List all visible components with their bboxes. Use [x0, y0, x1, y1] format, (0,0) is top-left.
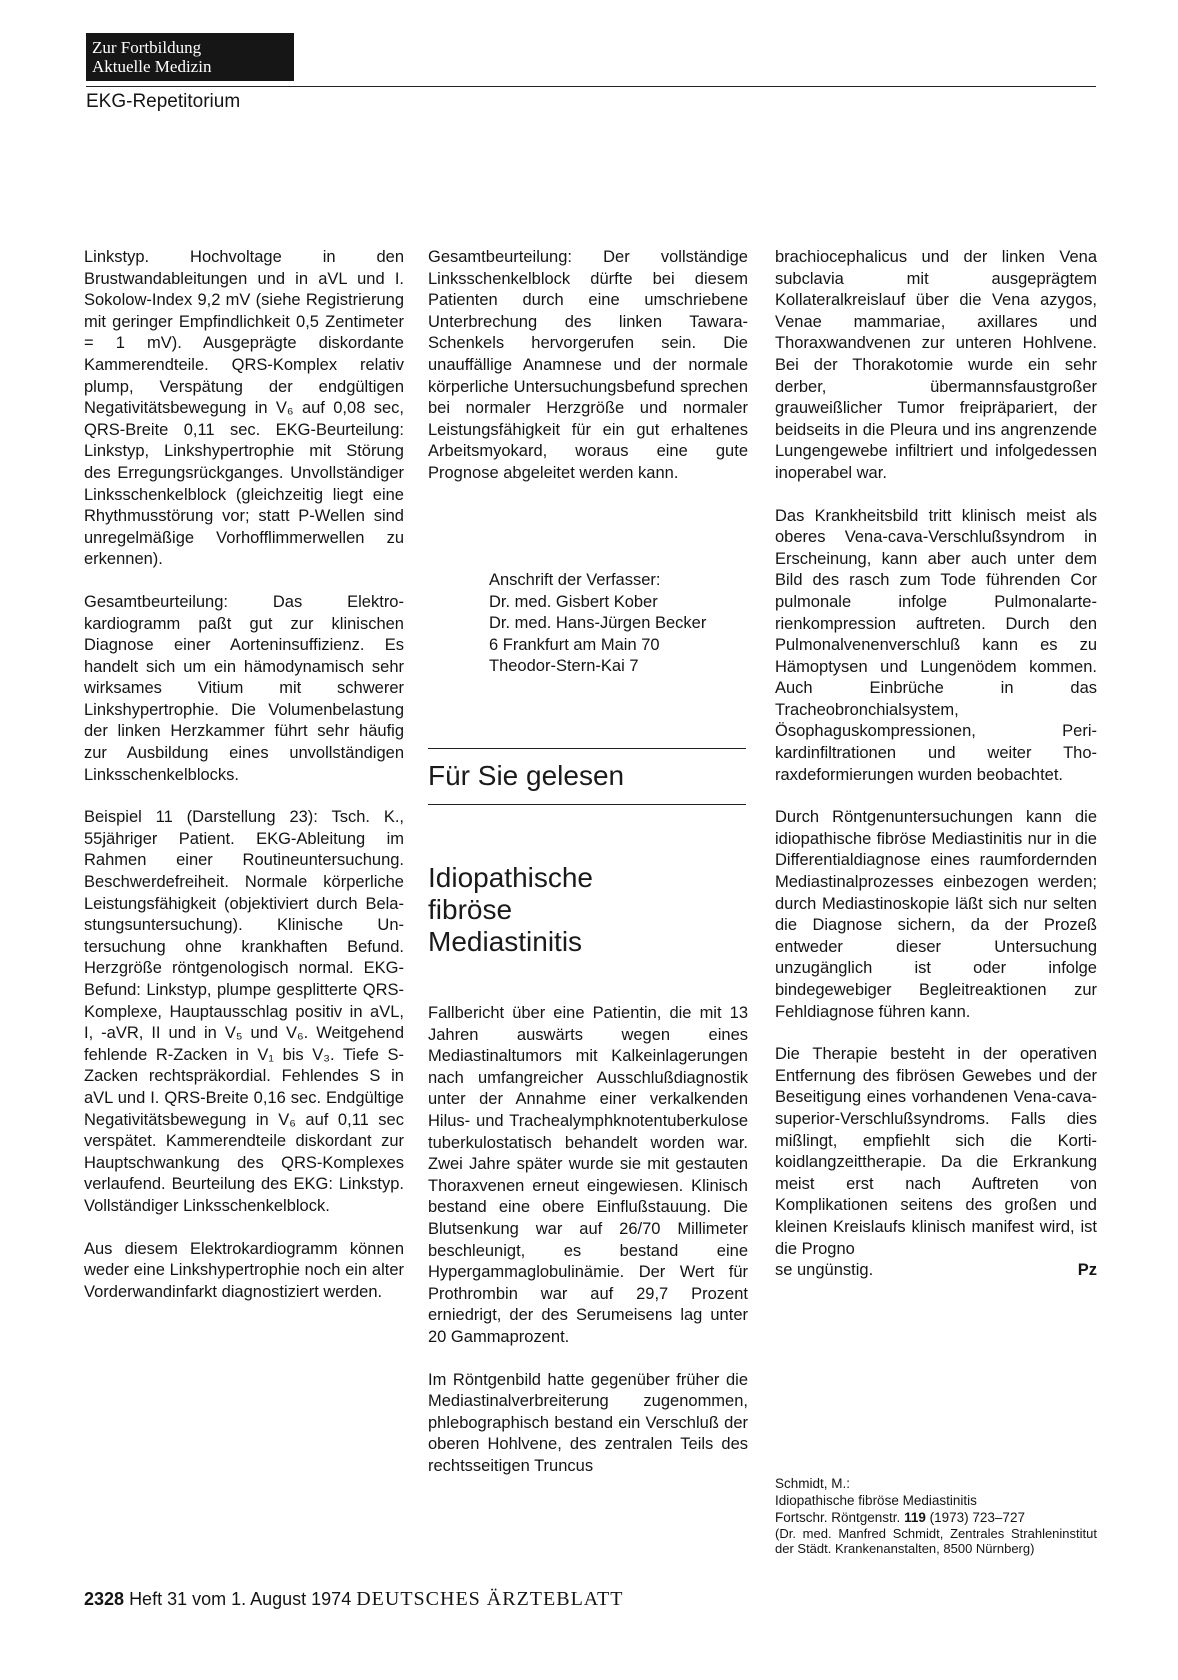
col2-paragraph-2: Fallbericht über eine Patientin, die mit 13 Jahren auswärts wegen eines Mediastinaltumors mit Kalkeinlagerungen nach umfangreicher Ausschlußdiagnostik unter der Annahme einer verkalkenden Hilus- und Trachealymphknotentuberkulose tuberkulostatisch behandelt worden war. Zwei Jahre später wurde sie mit gestauten Thoraxvenen erneut eingewiesen. Klinisch bestand eine obere Einflußstauung. Die Blutsenkung war auf 26/70 Millimeter beschleunigt, es bestand eine Hypergammaglobulinämie. Der Wert für Prothrombin war auf 29,7 Prozent erniedrigt, der des Serumeisens lag unter 20 Gammaprozent. — [428, 1004, 748, 1346]
reference-title: Idiopathische fibröse Mediastinitis — [775, 1493, 977, 1508]
col1-paragraph-1: Linkstyp. Hochvoltage in den Brustwandableitungen und in aVL und I. Sokolow-Index 9,2 mV (siehe Registrierung mit geringer Empfindlichkeit 0,5 Zentimeter = 1 mV). Ausgeprägte diskordante Kammerendteile. QRS-Komplex relativ plump, Verspätung der endgültigen Negativitätsbewegung in V₆ auf 0,08 sec, QRS-Breite 0,11 sec. EKG-Beurteilung: Linkstyp, Linkshypertrophie mit Störung des Erregungsrückganges. Unvollständiger Linksschenkelblock (gleichzeitig liegt eine Rhythmusstörung vor; statt P-Wellen sind unregelmäßige Vorhofflimmerwellen zu erkennen). — [84, 248, 404, 569]
article-title-line-3: Mediastinitis — [428, 926, 583, 957]
header-rule — [86, 86, 1096, 87]
col3-paragraph-1: brachiocephalicus und der linken Vena subclavia mit ausgeprägtem Kollateralkreislauf über die Vena azygos, Venae mammariae, axillares und Thoraxwandvenen zur unteren Hohlvene. Bei der Thorakotomie wurde ein sehr derber, übermannsfaustgroßer grauweißlicher Tumor freipräpariert, der beidseits in die Pleura und ins angrenzende Lungengewebe infiltriert und infolgedessen inoperabel war. — [775, 248, 1097, 482]
col1-paragraph-4: Aus diesem Elektrokardiogramm können weder eine Linkshypertrophie noch ein alter Vorderwandinfarkt diagnostiziert werden. — [84, 1239, 404, 1301]
column-3 — [775, 247, 1097, 1282]
section-title: EKG-Repetitorium — [86, 91, 241, 112]
col2-paragraph-1: Gesamtbeurteilung: Der vollständige Linksschenkelblock dürfte bei diesem Patienten durch eine umschriebene Unterbrechung des linken Tawara-Schenkels hervorgerufen sein. Die unauffällige Anamnese und der normale körperliche Untersuchungsbefund sprechen bei normaler Herzgröße und normaler Leistungsfähigkeit für ein gut erhaltenes Arbeitsmyokard, woraus eine gute Prognose abgeleitet werden kann. — [428, 248, 748, 482]
section-label-box — [86, 33, 294, 81]
reference-block — [775, 1475, 1097, 1556]
column-1 — [84, 247, 404, 1303]
article-title-line-1: Idiopathische — [428, 862, 594, 893]
reference-volume: 119 — [904, 1510, 926, 1525]
label-line-1: Zur Fortbildung — [92, 38, 202, 57]
address-street: Theodor-Stern-Kai 7 — [489, 657, 639, 676]
col1-paragraph-3: Beispiel 11 (Darstellung 23): Tsch. K., 55jähriger Patient. EKG-Ableitung im Rahmen einer Routineuntersuchung. Beschwerdefreiheit. Normale körperliche Leistungsfähigkeit (objektiviert durch Belastungsuntersuchung). Klinische Untersuchung ohne krankhaften Befund. Herzgröße röntgenologisch normal. EKG-Befund: Linkstyp, plumpe gesplitterte QRS-Komplexe, Hauptausschlag positiv in aVL, I, -aVR, II und in V₅ und V₆. Weitgehend fehlende R-Zacken in V₁ bis V₃. Tiefe S-Zacken rechtspräkordial. Fehlendes S in aVL und I. QRS-Breite 0,16 sec. Endgültige Negativitätsbewegung in V₆ auf 0,11 sec verspätet. Kammerendteile diskordant zur Hauptschwankung des QRS-Komplexes verlaufend. Beurteilung des EKG: Linkstyp. Vollständiger Linksschenkelblock. — [84, 808, 404, 1215]
address-city: 6 Frankfurt am Main 70 — [489, 635, 660, 654]
reference-pages: (1973) 723–727 — [929, 1510, 1025, 1525]
col3-paragraph-3: Durch Röntgenuntersuchungen kann die idiopathische fibröse Mediastinitis nur in die Differentialdiagnose eines raumfordernden Mediastinalprozesses einbezogen werden; durch Mediastinoskopie läßt sich nur selten die Diagnose sichern, da der Prozeß entweder dieser Untersuchung unzugänglich ist oder infolge bindegewebiger Begleitreaktionen zur Fehldiagnose führen kann. — [775, 808, 1097, 1021]
reference-author: Schmidt, M.: — [775, 1476, 851, 1491]
col3-paragraph-2: Das Krankheitsbild tritt klinisch meist als oberes Vena-cava-Verschlußsyndrom in Erscheinung, kann aber auch unter dem Bild des rasch zum Tode führenden Cor pulmonale infolge Pulmonalarterienkompression auftreten. Durch den Pulmonalvenenverschluß kann es zu Hämoptysen und Lungenödem kommen. Auch Einbrüche in das Tracheobronchialsystem, Ösophaguskompressionen, Perikardinfiltrationen und weiter Thoraxdeformierungen wurden beobachtet. — [775, 506, 1097, 784]
col3-paragraph-4-end: se ungünstig. — [775, 1261, 874, 1280]
address-author-1: Dr. med. Gisbert Kober — [489, 592, 658, 611]
article-title-line-2: fibröse — [428, 894, 513, 925]
col3-paragraph-4-text: Die Therapie besteht in der operativen Entfernung des fibrösen Gewebes und der Beseitigung eines vorhandenen Vena-cava-superior-Verschlußsyndroms. Falls dies mißlingt, empfiehlt sich die Kortikoidlangzeittherapie. Da die Erkrankung meist erst nach Auftreten von Komplikationen seitens des großen und kleinen Kreislaufs klinisch manifest wird, ist die Progno — [775, 1045, 1097, 1258]
author-initials: Pz — [1077, 1261, 1097, 1280]
issue-info: Heft 31 vom 1. August 1974 — [129, 1589, 352, 1609]
rubric-rule-top — [428, 748, 746, 749]
page-footer — [84, 1588, 623, 1610]
author-address — [489, 570, 706, 678]
column-2-lower — [428, 1003, 748, 1477]
label-line-2: Aktuelle Medizin — [92, 57, 212, 76]
article-title — [428, 862, 593, 958]
reference-journal: Fortschr. Röntgenstr. — [775, 1510, 901, 1525]
col3-paragraph-4 — [775, 1044, 1097, 1260]
address-heading: Anschrift der Verfasser: — [489, 571, 661, 589]
reference-source — [775, 1509, 1097, 1526]
magazine-name: DEUTSCHES ÄRZTEBLATT — [356, 1588, 624, 1610]
reference-address: (Dr. med. Manfred Schmidt, Zentrales Strahleninstitut der Städt. Krankenanstalten, 8500 Nürnberg) — [775, 1526, 1097, 1556]
rubric-heading: Für Sie gelesen — [428, 760, 625, 791]
col2-paragraph-3: Im Röntgenbild hatte gegenüber früher die Mediastinalverbreiterung zugenommen, phlebographisch bestand ein Verschluß der oberen Hohlvene, des zentralen Teils des rechtsseitigen Truncus — [428, 1370, 748, 1475]
rubric-rule-bottom — [428, 804, 746, 805]
page-number: 2328 — [84, 1589, 125, 1609]
closing-line — [775, 1260, 1097, 1282]
column-2-upper — [428, 247, 748, 485]
address-author-2: Dr. med. Hans-Jürgen Becker — [489, 614, 707, 633]
col1-paragraph-2: Gesamtbeurteilung: Das Elektrokardiogramm paßt gut zur klinischen Diagnose einer Aorteninsuffizienz. Es handelt sich um ein hämodynamisch sehr wirksames Vitium mit schwerer Linkshypertrophie. Die Volumenbelastung der linken Herzkammer führt sehr häufig zur Ausbildung eines unvollständigen Linksschenkelblocks. — [84, 592, 404, 784]
